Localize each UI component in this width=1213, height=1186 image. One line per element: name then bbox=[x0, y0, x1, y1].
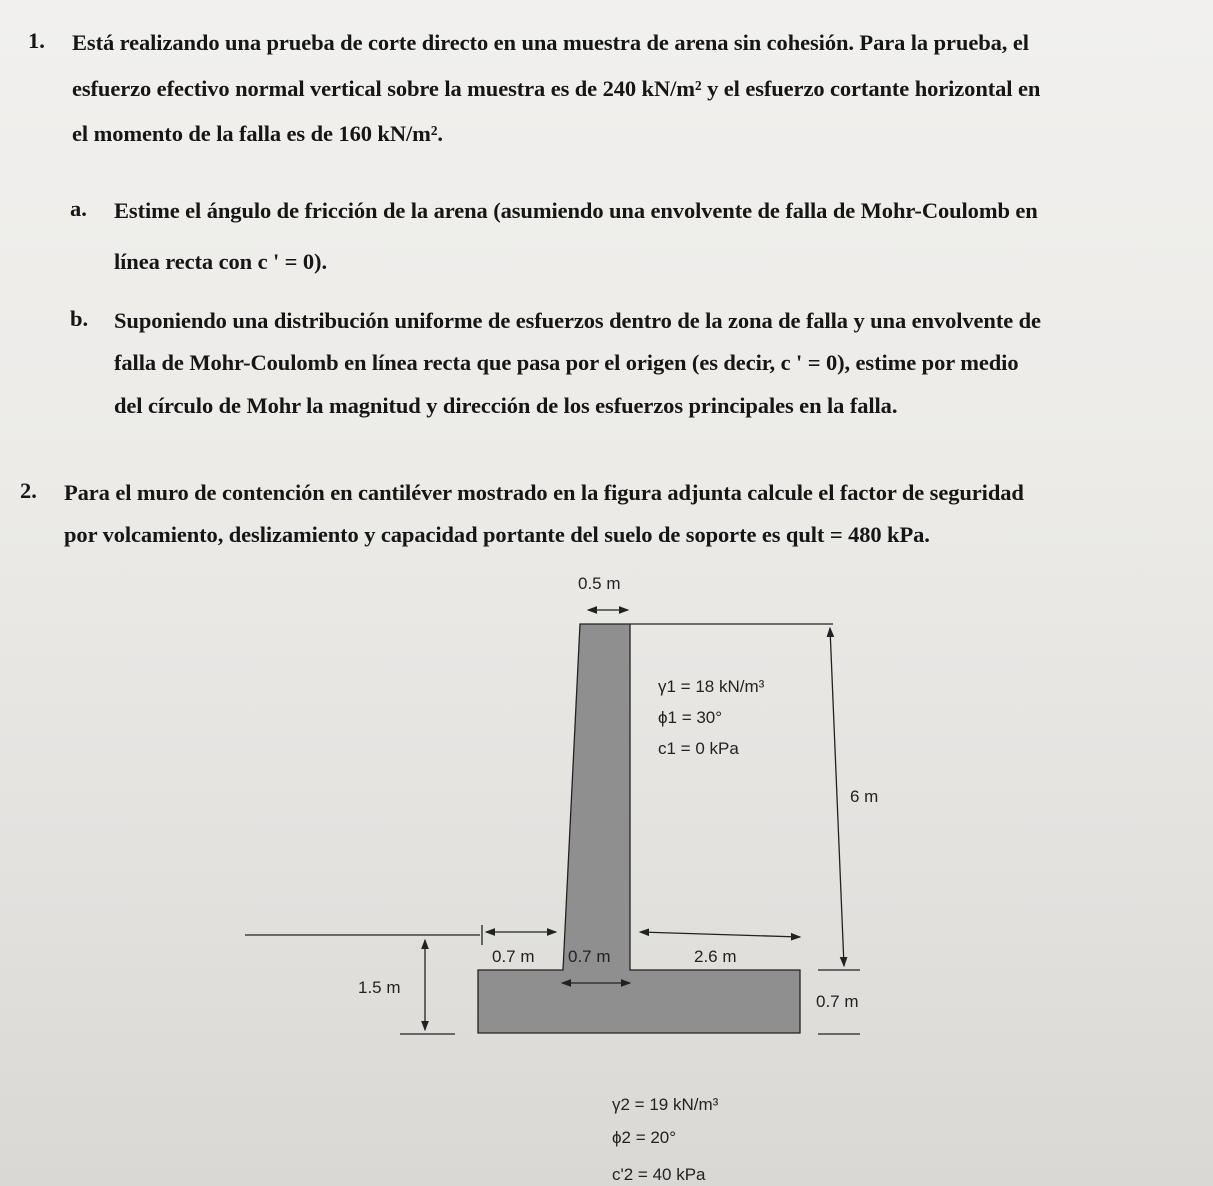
soil2-cohesion: c'2 = 40 kPa bbox=[612, 1165, 706, 1184]
problem-1-line: el momento de la falla es de 160 kN/m². bbox=[72, 121, 443, 146]
item-a-line: Estime el ángulo de fricción de la arena (asumiendo una envolvente de falla de Mohr-Coulomb en bbox=[114, 198, 1038, 223]
item-b-line: Suponiendo una distribución uniforme de esfuerzos dentro de la zona de falla y una envolvente de bbox=[114, 308, 1041, 333]
item-a-label: a. bbox=[70, 196, 87, 221]
heel-label: 2.6 m bbox=[694, 947, 737, 966]
soil2-unit-weight: γ2 = 19 kN/m³ bbox=[612, 1095, 719, 1114]
item-b-line: falla de Mohr-Coulomb en línea recta que pasa por el origen (es decir, c ' = 0), estime por medio bbox=[114, 350, 1019, 375]
height-label: 6 m bbox=[850, 787, 879, 806]
soil2-friction-angle: ϕ2 = 20° bbox=[612, 1128, 677, 1147]
problem-2-line: por volcamiento, deslizamiento y capacidad portante del suelo de soporte es qult = 480 kPa. bbox=[64, 522, 930, 547]
problem-2-line: Para el muro de contención en cantiléver mostrado en la figura adjunta calcule el factor de seguridad bbox=[64, 480, 1024, 505]
stem-base-label: 0.7 m bbox=[568, 947, 611, 966]
item-b-line: del círculo de Mohr la magnitud y dirección de los esfuerzos principales en la falla. bbox=[114, 393, 898, 418]
item-a-line: línea recta con c ' = 0). bbox=[114, 249, 327, 274]
soil1-friction-angle: ϕ1 = 30° bbox=[658, 708, 723, 727]
height-arrow bbox=[830, 628, 844, 966]
top-width-label: 0.5 m bbox=[578, 574, 621, 593]
problem-1-number: 1. bbox=[28, 28, 45, 53]
problem-2-number: 2. bbox=[20, 478, 37, 503]
toe-label: 0.7 m bbox=[492, 947, 535, 966]
soil1-unit-weight: γ1 = 18 kN/m³ bbox=[658, 677, 765, 696]
problem-1-line: esfuerzo efectivo normal vertical sobre la muestra es de 240 kN/m² y el esfuerzo cortante horizontal en bbox=[72, 76, 1041, 101]
problem-1-line: Está realizando una prueba de corte directo en una muestra de arena sin cohesión. Para la prueba, el bbox=[72, 30, 1029, 55]
soil1-cohesion: c1 = 0 kPa bbox=[658, 739, 739, 758]
depth-label: 1.5 m bbox=[358, 978, 401, 997]
item-b-label: b. bbox=[70, 306, 89, 331]
base-thickness-label: 0.7 m bbox=[816, 992, 859, 1011]
heel-arrow bbox=[640, 932, 800, 937]
